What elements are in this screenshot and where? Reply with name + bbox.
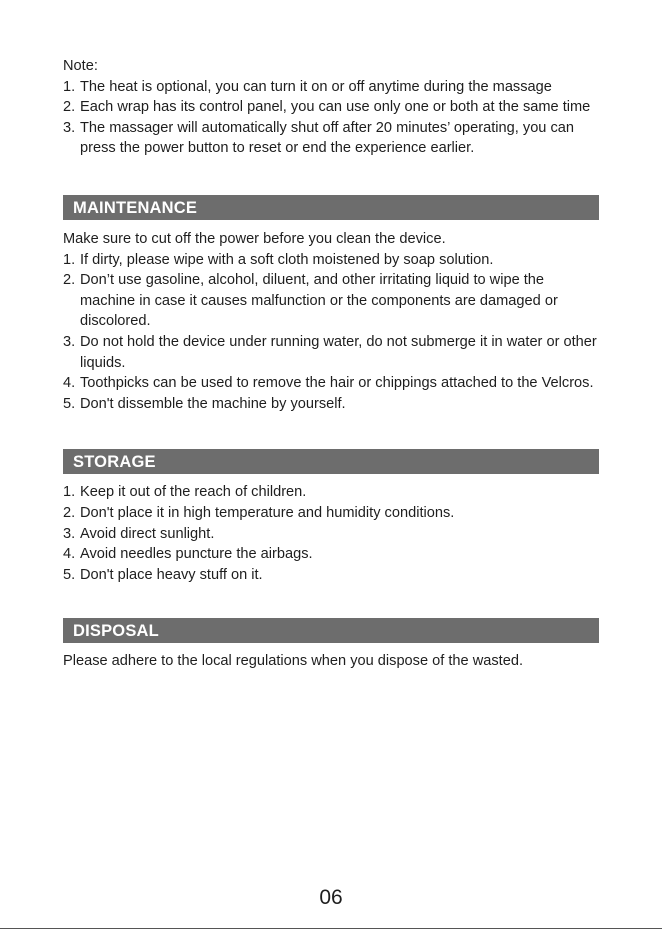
list-item <box>63 394 603 415</box>
item-text: Don't place heavy stuff on it. <box>80 566 263 583</box>
item-number: 1. <box>63 484 76 501</box>
storage-section <box>63 482 603 585</box>
item-text: Don’t use gasoline, alcohol, diluent, and other irritating liquid to wipe the machine in case it causes malfunction or the components are damaged or discolored. <box>80 272 558 330</box>
page-number: 06 <box>319 886 343 909</box>
list-item <box>63 118 603 159</box>
list-item <box>63 270 603 332</box>
item-text: Toothpicks can be used to remove the hair or chippings attached to the Velcros. <box>80 375 594 392</box>
list-item <box>63 482 603 503</box>
item-number: 2. <box>63 99 76 116</box>
item-number: 3. <box>63 333 76 350</box>
list-item <box>63 565 603 586</box>
disposal-text: Please adhere to the local regulations when you dispose of the wasted. <box>63 653 524 670</box>
item-number: 5. <box>63 395 76 412</box>
item-text: Each wrap has its control panel, you can use only one or both at the same time <box>80 99 591 116</box>
item-text: Avoid direct sunlight. <box>80 525 215 542</box>
item-text: If dirty, please wipe with a soft cloth moistened by soap solution. <box>80 251 494 268</box>
list-item <box>63 373 603 394</box>
item-number: 1. <box>63 78 76 95</box>
note-heading: Note: <box>63 58 98 74</box>
bottom-divider <box>0 928 662 929</box>
item-number: 3. <box>63 119 76 136</box>
maintenance-intro: Make sure to cut off the power before you clean the device. <box>63 230 446 247</box>
list-item <box>63 503 603 524</box>
item-number: 2. <box>63 504 76 521</box>
maintenance-heading: MAINTENANCE <box>63 195 599 220</box>
list-item <box>63 77 603 98</box>
list-item <box>63 332 603 373</box>
item-number: 4. <box>63 546 76 563</box>
maintenance-section <box>63 229 603 414</box>
page-content <box>63 56 603 672</box>
disposal-section <box>63 651 603 672</box>
storage-heading: STORAGE <box>63 449 599 474</box>
item-text: Don't place it in high temperature and humidity conditions. <box>80 504 455 521</box>
disposal-heading: DISPOSAL <box>63 618 599 643</box>
item-text: The massager will automatically shut off after 20 minutes’ operating, you can press the power button to reset or end the experience earlier. <box>80 119 575 157</box>
item-text: Don't dissemble the machine by yourself. <box>80 395 346 412</box>
list-item <box>63 250 603 271</box>
item-number: 5. <box>63 566 76 583</box>
item-text: Avoid needles puncture the airbags. <box>80 546 313 563</box>
item-number: 2. <box>63 272 76 289</box>
item-number: 1. <box>63 251 76 268</box>
item-text: Do not hold the device under running water, do not submerge it in water or other liquids. <box>80 333 597 371</box>
item-text: The heat is optional, you can turn it on or off anytime during the massage <box>80 78 552 95</box>
item-number: 4. <box>63 375 76 392</box>
list-item <box>63 544 603 565</box>
item-text: Keep it out of the reach of children. <box>80 484 307 501</box>
note-section <box>63 56 603 159</box>
item-number: 3. <box>63 525 76 542</box>
list-item <box>63 97 603 118</box>
list-item <box>63 524 603 545</box>
